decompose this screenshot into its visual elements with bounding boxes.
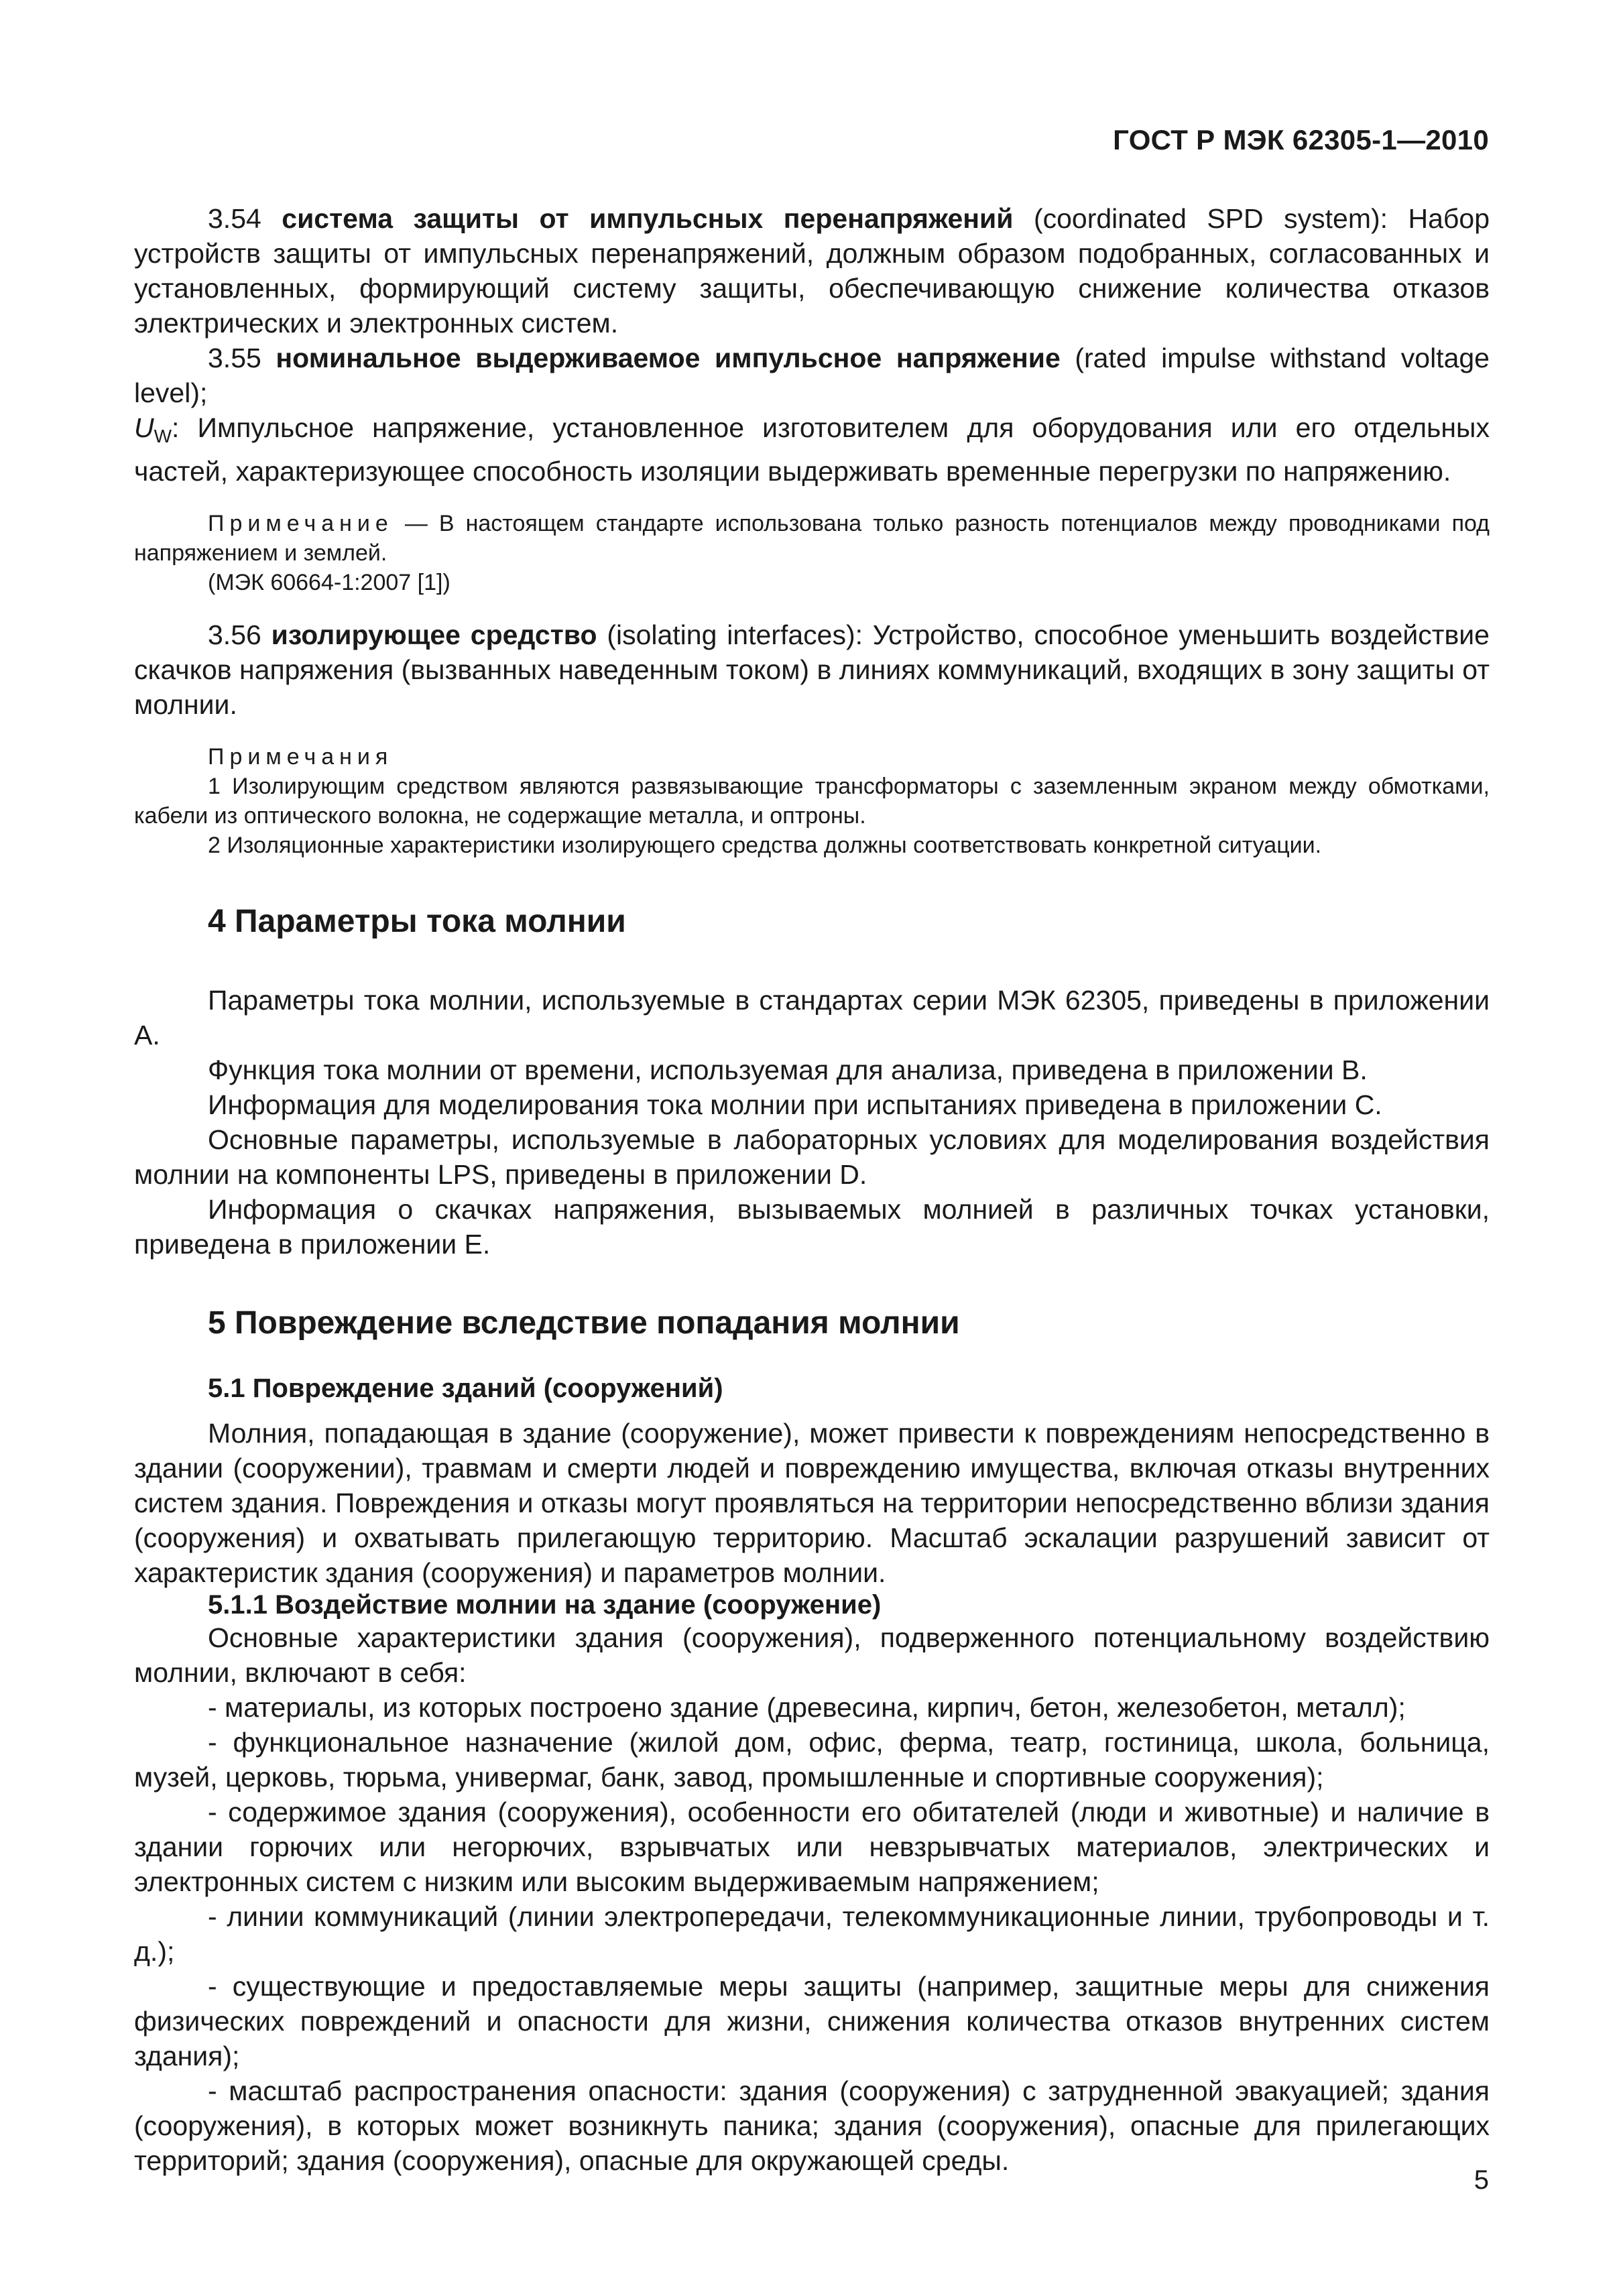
symbol: U	[134, 412, 154, 443]
note-reference: (МЭК 60664-1:2007 [1])	[208, 570, 450, 595]
definition-number: 3.56	[208, 619, 261, 650]
definition-3-55	[134, 341, 1490, 410]
page-content	[134, 201, 1490, 2178]
definition-3-55-continued	[134, 410, 1490, 489]
paragraph: Информация для моделирования тока молнии при испытаниях приведена в приложении C.	[208, 1089, 1382, 1120]
notes-label: Примечания	[208, 744, 394, 770]
note-item: 1 Изолирующим средством являются развязывающие трансформаторы с заземленным экраном между обмотками, кабели из оптического волокна, не содержащие металла, и оптроны.	[134, 774, 1490, 829]
paragraph: Параметры тока молнии, используемые в стандартах серии МЭК 62305, приведены в приложении А.	[134, 985, 1490, 1050]
standard-code-header: ГОСТ Р МЭК 62305-1—2010	[1113, 124, 1489, 156]
definition-term: изолирующее средство	[271, 619, 597, 650]
definition-number: 3.55	[208, 343, 261, 373]
paragraph: Основные параметры, используемые в лабораторных условиях для моделирования воздействия молнии на компоненты LPS, приведены в приложении D.	[134, 1124, 1490, 1190]
definition-text: : Импульсное напряжение, установленное изготовителем для оборудования или его отдельных частей, характеризующее способность изоляции выдерживать временные перегрузки по напряжению.	[134, 412, 1490, 487]
page-number: 5	[1474, 2165, 1489, 2195]
section-4-heading: 4 Параметры тока молнии	[208, 904, 626, 939]
symbol-subscript: W	[154, 426, 172, 446]
paragraph: Информация о скачках напряжения, вызываемых молнией в различных точках установки, приведена в приложении E.	[134, 1194, 1490, 1260]
paragraph: Молния, попадающая в здание (сооружение), может привести к повреждениям непосредственно в здании (сооружении), травмам и смерти людей и повреждению имущества, включая отказы внутренних систем здания. Повреждения и отказы могут проявляться на территории непосредственно вблизи здания (сооружения) и охватывать прилегающую территорию. Масштаб эскалации разрушений зависит от характеристик здания (сооружения) и параметров молнии.	[134, 1418, 1490, 1588]
subsection-5-1-heading: 5.1 Повреждение зданий (сооружений)	[208, 1374, 723, 1403]
subsection-5-1-1-heading: 5.1.1 Воздействие молнии на здание (сооружение)	[208, 1590, 882, 1620]
definition-text: (isolating interfaces): Устройство, способное уменьшить воздействие скачков напряжения (вызванных наведенным током) в линиях коммуникаций, входящих в зону защиты от молнии.	[134, 619, 1490, 720]
note-text: — В настоящем стандарте использована только разность потенциалов между проводниками под напряжением и землей.	[134, 511, 1490, 566]
definition-3-56	[134, 617, 1490, 722]
note-item: 2 Изоляционные характеристики изолирующего средства должны соответствовать конкретной ситуации.	[208, 833, 1322, 858]
definition-term: номинальное выдерживаемое импульсное напряжение	[276, 343, 1061, 373]
list-item: - существующие и предоставляемые меры защиты (например, защитные меры для снижения физических повреждений и опасности для жизни, снижения количества отказов внутренних систем здания);	[134, 1971, 1490, 2071]
definition-term: система защиты от импульсных перенапряжений	[282, 203, 1014, 234]
list-item: - линии коммуникаций (линии электропередачи, телекоммуникационные линии, трубопроводы и т. д.);	[134, 1901, 1490, 1967]
list-item: - масштаб распространения опасности: здания (сооружения) с затрудненной эвакуацией; здания (сооружения), в которых может возникнуть паника; здания (сооружения), опасные для прилегающих территорий; здания (сооружения), опасные для окружающей среды.	[134, 2075, 1490, 2176]
definition-text: (coordinated SPD system): Набор устройств защиты от импульсных перенапряжений, должным образом подобранных, согласованных и установленных, формирующий систему защиты, обеспечивающую снижение количества отказов электрических и электронных систем.	[134, 203, 1490, 339]
definition-number: 3.54	[208, 203, 261, 234]
definition-text: (rated impulse withstand voltage level);	[134, 343, 1490, 408]
paragraph: Функция тока молнии от времени, используемая для анализа, приведена в приложении B.	[208, 1054, 1368, 1085]
list-item: - функциональное назначение (жилой дом, офис, ферма, театр, гостиница, школа, больница, музей, церковь, тюрьма, универмаг, банк, завод, промышленные и спортивные сооружения);	[134, 1727, 1490, 1793]
section-5-heading: 5 Повреждение вследствие попадания молнии	[208, 1305, 960, 1341]
note-3-55	[134, 509, 1490, 568]
note-label: Примечание	[208, 511, 394, 536]
list-item: - материалы, из которых построено здание (древесина, кирпич, бетон, железобетон, металл);	[208, 1692, 1406, 1723]
paragraph: Основные характеристики здания (сооружения), подверженного потенциальному воздействию молнии, включают в себя:	[134, 1622, 1490, 1688]
definition-3-54	[134, 201, 1490, 341]
list-item: - содержимое здания (сооружения), особенности его обитателей (люди и животные) и наличие в здании горючих или негорючих, взрывчатых или невзрывчатых материалов, электрических и электронных систем с низким или высоким выдерживаемым напряжением;	[134, 1797, 1490, 1897]
